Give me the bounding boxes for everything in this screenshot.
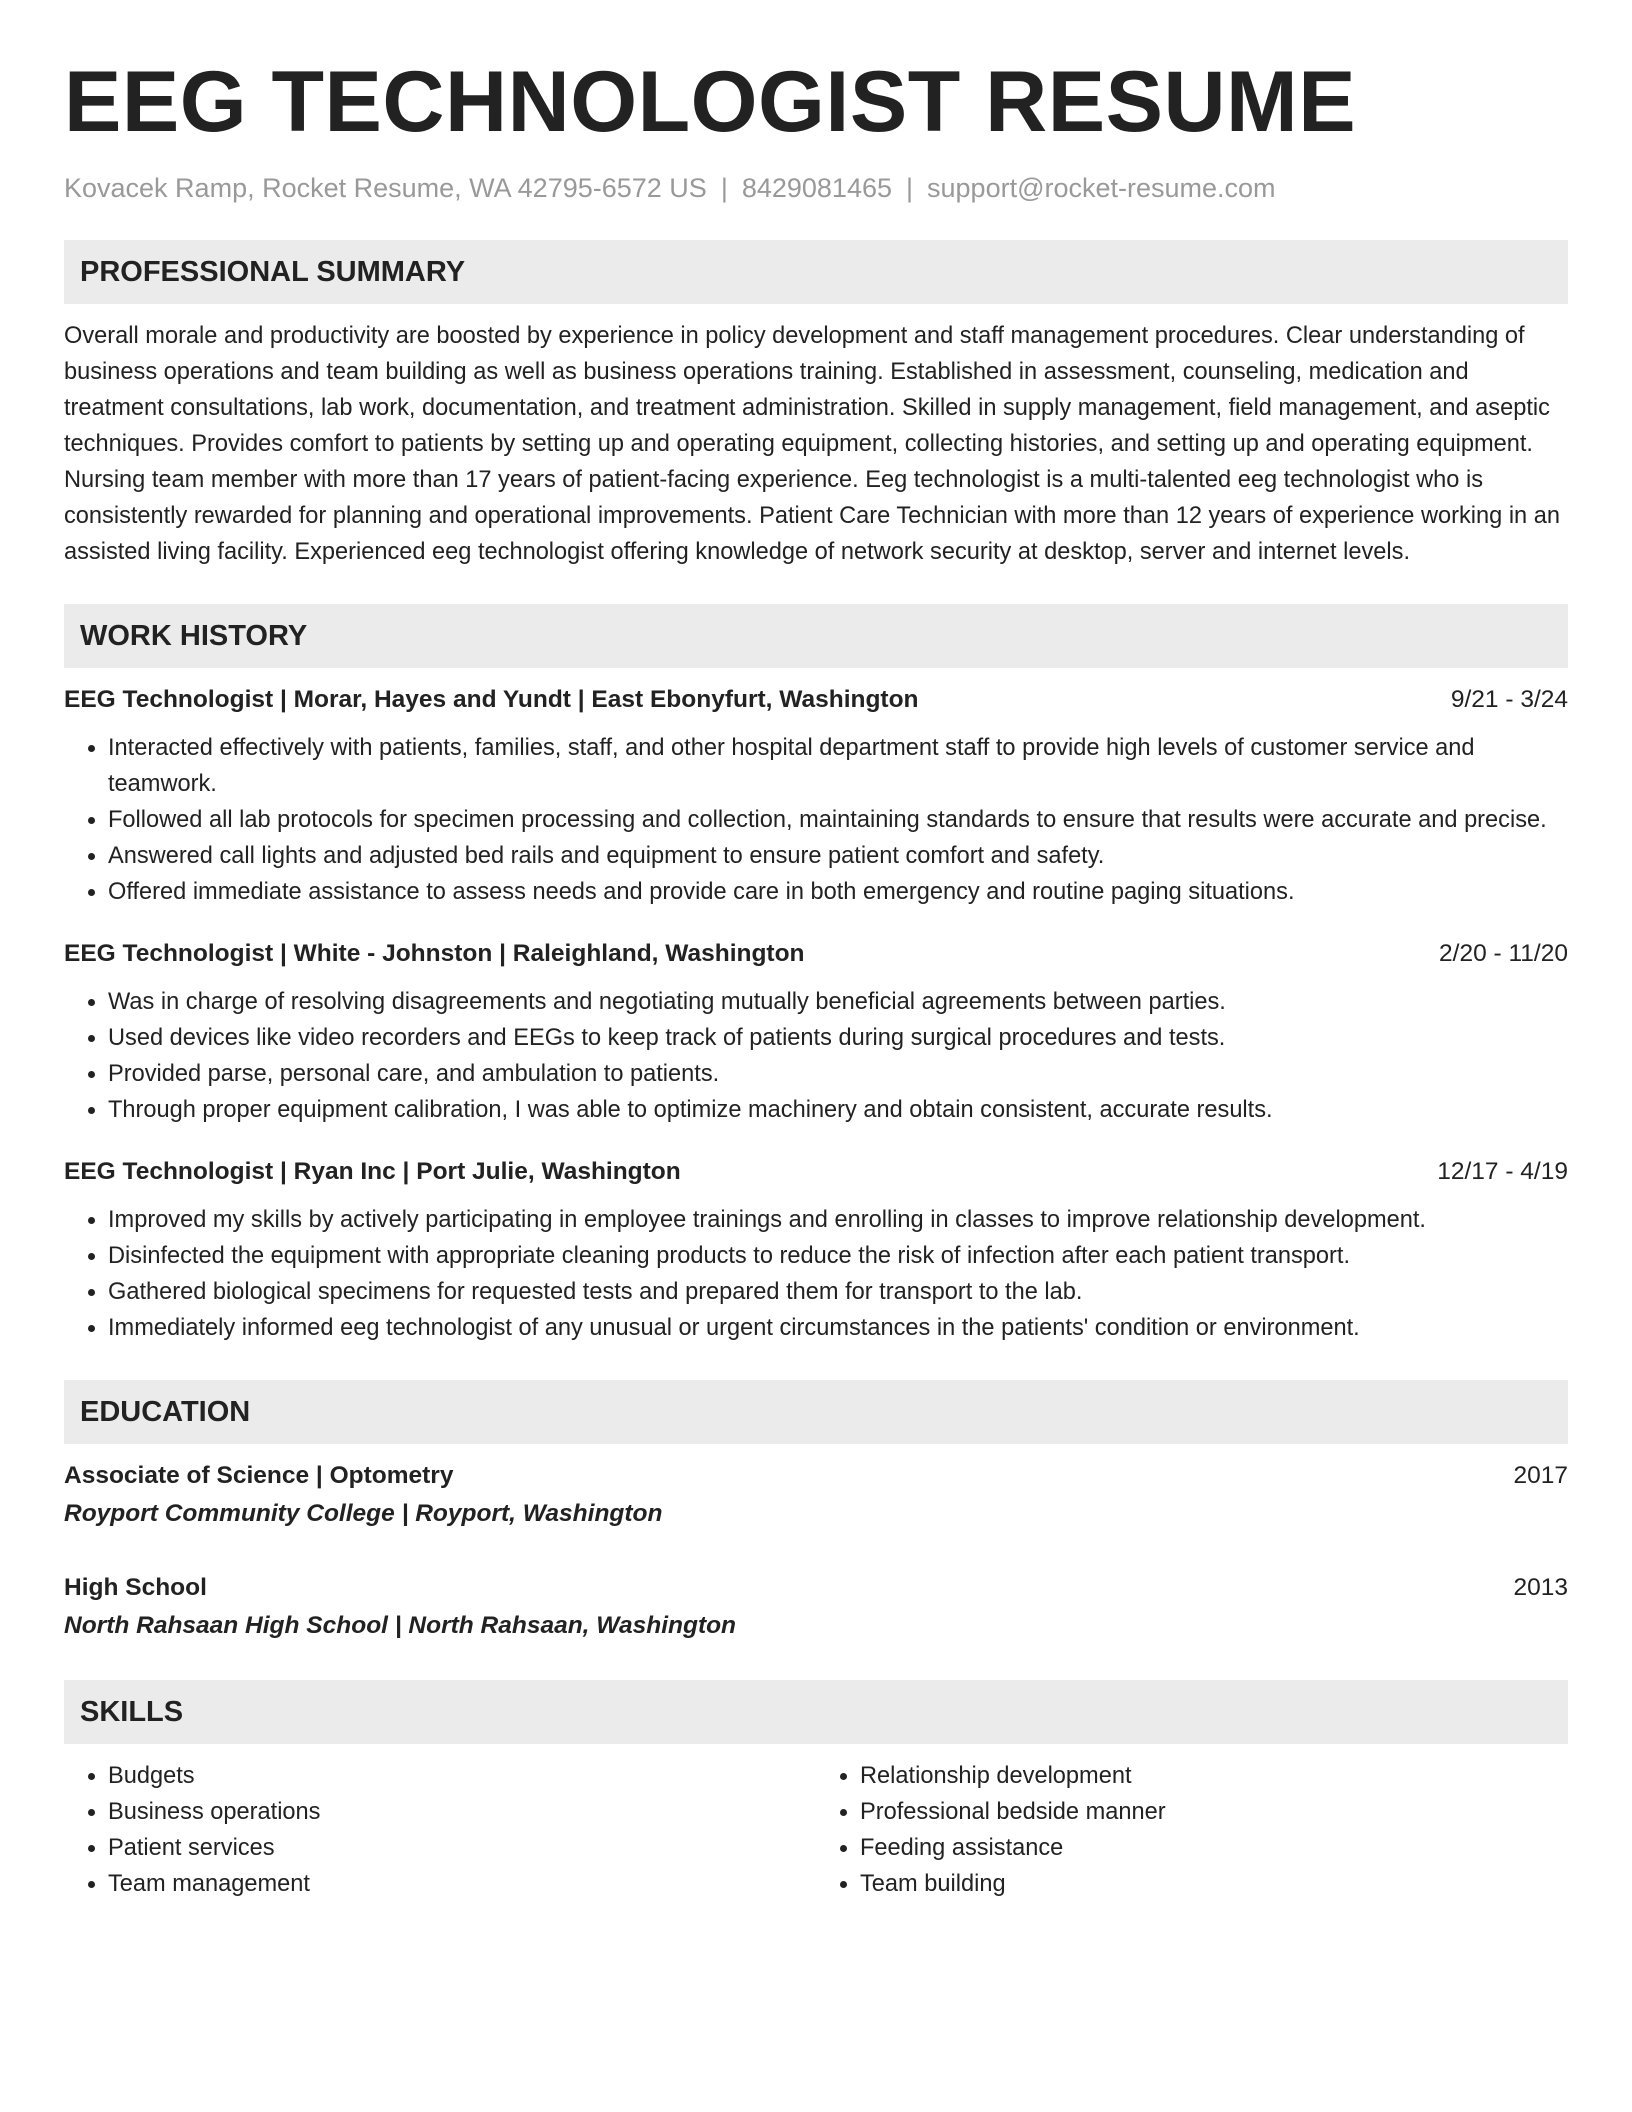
skills-column-left (64, 1758, 816, 1902)
contact-separator: | (720, 173, 728, 203)
job-bullets (64, 1202, 1568, 1346)
job-bullet: • Used devices like video recorders and EEGs to keep track of patients during surgical procedures and tests. (108, 1020, 1568, 1056)
skill-item: • Relationship development (860, 1758, 1568, 1794)
skill-item: • Team management (108, 1866, 816, 1902)
education-entry (64, 1570, 1568, 1646)
skill-item: • Patient services (108, 1830, 816, 1866)
job-entry (64, 936, 1568, 1128)
job-bullet: • Interacted effectively with patients, families, staff, and other hospital department staff to provide high levels of customer service and teamwork. (108, 730, 1568, 802)
contact-address: Kovacek Ramp, Rocket Resume, WA 42795-6572 US (64, 173, 707, 203)
section-heading-summary: PROFESSIONAL SUMMARY (64, 240, 1568, 304)
job-bullet: • Provided parse, personal care, and ambulation to patients. (108, 1056, 1568, 1092)
education-entry (64, 1458, 1568, 1534)
section-heading-education: EDUCATION (64, 1380, 1568, 1444)
job-bullet: • Was in charge of resolving disagreements and negotiating mutually beneficial agreements between parties. (108, 984, 1568, 1020)
job-bullet: • Through proper equipment calibration, I was able to optimize machinery and obtain consistent, accurate results. (108, 1092, 1568, 1128)
job-bullet: • Followed all lab protocols for specimen processing and collection, maintaining standards to ensure that results were accurate and precise. (108, 802, 1568, 838)
job-bullet: • Disinfected the equipment with appropriate cleaning products to reduce the risk of infection after each patient transport. (108, 1238, 1568, 1274)
skill-item: • Feeding assistance (860, 1830, 1568, 1866)
job-title: EEG Technologist | Ryan Inc | Port Julie, Washington (64, 1158, 681, 1185)
job-dates: 2/20 - 11/20 (1439, 940, 1568, 967)
job-entry (64, 1154, 1568, 1346)
education-year: 2013 (1513, 1574, 1568, 1601)
skill-item: • Professional bedside manner (860, 1794, 1568, 1830)
contact-email: support@rocket-resume.com (927, 173, 1276, 203)
job-bullet: • Gathered biological specimens for requested tests and prepared them for transport to the lab. (108, 1274, 1568, 1310)
job-bullet: • Answered call lights and adjusted bed rails and equipment to ensure patient comfort and safety. (108, 838, 1568, 874)
section-heading-work: WORK HISTORY (64, 604, 1568, 668)
contact-separator: | (906, 173, 914, 203)
skill-item: • Team building (860, 1866, 1568, 1902)
contact-line (64, 170, 1568, 206)
job-dates: 12/17 - 4/19 (1437, 1158, 1568, 1185)
job-bullet: • Immediately informed eeg technologist of any unusual or urgent circumstances in the patients' condition or environment. (108, 1310, 1568, 1346)
job-dates: 9/21 - 3/24 (1450, 686, 1568, 713)
job-title: EEG Technologist | White - Johnston | Raleighland, Washington (64, 940, 805, 967)
resume-title: EEG TECHNOLOGIST RESUME (64, 54, 1357, 150)
education-degree: Associate of Science | Optometry (64, 1462, 454, 1489)
job-bullet: • Offered immediate assistance to assess needs and provide care in both emergency and routine paging situations. (108, 874, 1568, 910)
contact-phone: 8429081465 (741, 173, 892, 203)
job-title: EEG Technologist | Morar, Hayes and Yundt | East Ebonyfurt, Washington (64, 686, 919, 713)
education-year: 2017 (1513, 1462, 1568, 1489)
section-heading-skills: SKILLS (64, 1680, 1568, 1744)
job-bullets (64, 984, 1568, 1128)
job-bullets (64, 730, 1568, 910)
education-school: North Rahsaan High School | North Rahsaan, Washington (64, 1612, 737, 1639)
education-school: Royport Community College | Royport, Washington (64, 1500, 663, 1527)
summary-text: Overall morale and productivity are boosted by experience in policy development and staff management procedures. Clear understanding of business operations and team building as well as business operations training. Established in assessment, counseling, medication and treatment consultations, lab work, documentation, and treatment administration. Skilled in supply management, field management, and aseptic techniques. Provides comfort to patients by setting up and operating equipment, collecting histories, and setting up and operating equipment. Nursing team member with more than 17 years of patient-facing experience. Eeg technologist is a multi-talented eeg technologist who is consistently rewarded for planning and operational improvements. Patient Care Technician with more than 12 years of experience working in an assisted living facility. Experienced eeg technologist offering knowledge of network security at desktop, server and internet levels. (64, 323, 1560, 565)
job-entry (64, 682, 1568, 910)
skill-item: • Budgets (108, 1758, 816, 1794)
skills-list (64, 1758, 1568, 1902)
skills-column-right (816, 1758, 1568, 1902)
education-degree: High School (64, 1574, 207, 1601)
job-bullet: • Improved my skills by actively participating in employee trainings and enrolling in classes to improve relationship development. (108, 1202, 1568, 1238)
skill-item: • Business operations (108, 1794, 816, 1830)
